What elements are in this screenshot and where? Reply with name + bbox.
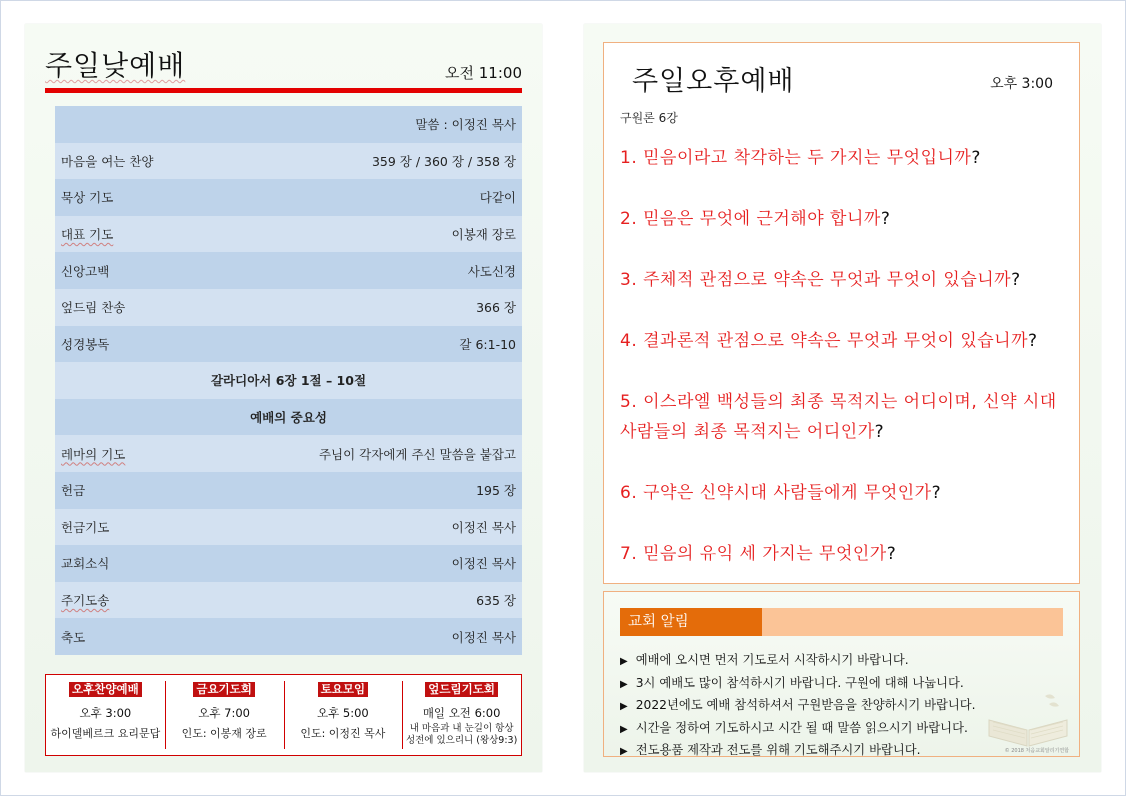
notice-text: 예배에 오시면 먼저 기도로서 시작하시기 바랍니다. xyxy=(635,653,909,667)
order-value: 이봉재 장로 xyxy=(451,227,516,243)
order-label: 교회소식 xyxy=(61,556,110,572)
notice-header-bar xyxy=(620,608,1063,636)
page-left xyxy=(25,24,542,772)
copyright-text: © 2018 처음교회알리기연합 xyxy=(1004,748,1069,754)
question-item xyxy=(620,387,1070,447)
notice-text: 전도용품 제작과 전도를 위해 기도해주시기 바랍니다. xyxy=(635,743,921,758)
meeting-time: 오후 3:00 xyxy=(79,706,132,720)
meeting-time: 오후 7:00 xyxy=(198,706,250,720)
meeting-verse xyxy=(406,723,517,747)
order-row xyxy=(55,216,522,253)
notice-item xyxy=(620,650,1070,673)
question-item xyxy=(620,539,1070,569)
order-value: 말씀 : 이정진 목사 xyxy=(415,117,516,133)
order-value: 다같이 xyxy=(479,190,516,206)
order-label: 엎드림 찬송 xyxy=(61,300,126,316)
meeting-time: 매일 오전 6:00 xyxy=(422,706,501,720)
meeting-verse-line: 성전에 있으리니 (왕상9:3) xyxy=(405,735,518,746)
question-mark: ? xyxy=(1028,331,1038,351)
meeting-item xyxy=(165,675,284,755)
bullet-arrow-icon: ▶ xyxy=(620,656,628,667)
order-label: 대표 기도 xyxy=(61,227,114,243)
order-row xyxy=(55,509,522,546)
order-row xyxy=(55,582,522,619)
page-right xyxy=(584,24,1101,772)
order-row xyxy=(55,435,522,472)
question-text: 6. 구약은 신약시대 사람들에게 무엇인가 xyxy=(620,483,932,503)
meeting-leader: 인도: 이정진 목사 xyxy=(300,727,386,740)
meeting-title: 오후찬양예배 xyxy=(69,682,142,697)
order-row xyxy=(55,289,522,326)
order-label: 신앙고백 xyxy=(61,263,110,279)
question-list xyxy=(620,143,1070,569)
order-row xyxy=(55,326,522,363)
question-text: 2. 믿음은 무엇에 근거해야 합니까 xyxy=(620,209,881,229)
question-mark: ? xyxy=(1011,270,1021,290)
church-notice-box xyxy=(603,591,1080,757)
service-time-afternoon: 오후 3:00 xyxy=(990,76,1053,92)
question-item xyxy=(620,143,1070,173)
order-value: 195 장 xyxy=(476,483,516,499)
order-row xyxy=(55,472,522,509)
notice-header-label: 교회 알림 xyxy=(620,608,762,636)
weekly-meetings-box xyxy=(45,674,522,756)
notice-text: 2022년에도 예배 참석하셔서 구원받음을 찬양하시기 바랍니다. xyxy=(635,698,976,713)
order-value: 사도신경 xyxy=(467,263,516,279)
order-label: 헌금 xyxy=(61,483,86,499)
order-label: 축도 xyxy=(61,629,86,645)
order-value: 이정진 목사 xyxy=(451,629,516,645)
meeting-item xyxy=(284,675,403,755)
meeting-verse-line: 내 마음과 내 눈길이 항상 xyxy=(409,723,514,734)
order-label: 마음을 여는 찬양 xyxy=(61,153,154,169)
order-row xyxy=(55,399,522,436)
question-item xyxy=(620,204,1070,234)
service-time-morning: 오전 11:00 xyxy=(445,64,522,82)
order-center-text: 갈라디아서 6장 1절 – 10절 xyxy=(210,373,367,389)
meeting-title: 토요모임 xyxy=(318,682,368,697)
title-divider xyxy=(45,88,522,93)
question-text: 7. 믿음의 유익 세 가지는 무엇인가 xyxy=(620,544,887,564)
notice-text: 3시 예배도 많이 참석하시기 바랍니다. 구원에 대해 나눕니다. xyxy=(635,675,964,690)
order-row xyxy=(55,106,522,143)
page-title-morning: 주일낮예배 xyxy=(45,49,186,82)
order-row xyxy=(55,143,522,180)
lecture-subtitle: 구원론 6강 xyxy=(620,111,678,125)
question-mark: ? xyxy=(880,209,891,229)
order-value: 366 장 xyxy=(476,300,516,316)
question-item xyxy=(620,326,1070,356)
page-title-afternoon: 주일오후예배 xyxy=(632,66,795,97)
order-center-text: 예배의 중요성 xyxy=(250,410,327,426)
open-book-icon xyxy=(985,690,1071,748)
order-value: 635 장 xyxy=(476,593,516,609)
question-text: 5. 이스라엘 백성들의 최종 목적지는 어디이며, 신약 시대 사람들의 최종 목적지는 어디인가 xyxy=(620,392,1057,442)
order-label: 레마의 기도 xyxy=(61,446,126,462)
worship-order-table xyxy=(55,106,522,655)
afternoon-service-box xyxy=(603,42,1080,584)
question-mark: ? xyxy=(931,483,942,503)
order-row xyxy=(55,179,522,216)
question-mark: ? xyxy=(874,422,885,442)
order-value: 주님이 각자에게 주신 말씀을 붙잡고 xyxy=(318,446,516,462)
meeting-leader: 인도: 이봉재 장로 xyxy=(181,727,267,740)
order-label: 묵상 기도 xyxy=(61,190,114,206)
question-item xyxy=(620,265,1070,295)
order-value: 갈 6:1-10 xyxy=(459,336,516,352)
question-text: 1. 믿음이라고 착각하는 두 가지는 무엇입니까 xyxy=(620,148,972,168)
bullet-arrow-icon: ▶ xyxy=(620,746,628,758)
bullet-arrow-icon: ▶ xyxy=(620,701,628,713)
order-row xyxy=(55,362,522,399)
meeting-title: 엎드림기도회 xyxy=(425,682,498,697)
order-label: 주기도송 xyxy=(61,593,110,609)
question-item xyxy=(620,478,1070,508)
meeting-item xyxy=(402,675,521,755)
meeting-leader: 하이델베르크 요리문답 xyxy=(50,727,161,740)
question-mark: ? xyxy=(971,148,981,168)
order-row xyxy=(55,618,522,655)
order-value: 359 장 / 360 장 / 358 장 xyxy=(371,153,516,169)
order-label: 성경봉독 xyxy=(61,336,110,352)
meeting-time: 오후 5:00 xyxy=(317,706,369,720)
question-text: 3. 주체적 관점으로 약속은 무엇과 무엇이 있습니까 xyxy=(620,270,1012,290)
order-value: 이정진 목사 xyxy=(451,556,516,572)
meeting-item xyxy=(46,675,165,755)
order-label: 헌금기도 xyxy=(61,519,110,535)
bullet-arrow-icon: ▶ xyxy=(620,678,628,690)
order-value: 이정진 목사 xyxy=(451,519,516,535)
notice-text: 시간을 정하여 기도하시고 시간 될 때 말씀 읽으시기 바랍니다. xyxy=(635,720,968,735)
meeting-title: 금요기도회 xyxy=(193,682,255,697)
question-text: 4. 결과론적 관점으로 약속은 무엇과 무엇이 있습니까 xyxy=(620,331,1029,351)
order-row xyxy=(55,252,522,289)
question-mark: ? xyxy=(886,544,897,564)
order-row xyxy=(55,545,522,582)
bullet-arrow-icon: ▶ xyxy=(620,723,628,735)
